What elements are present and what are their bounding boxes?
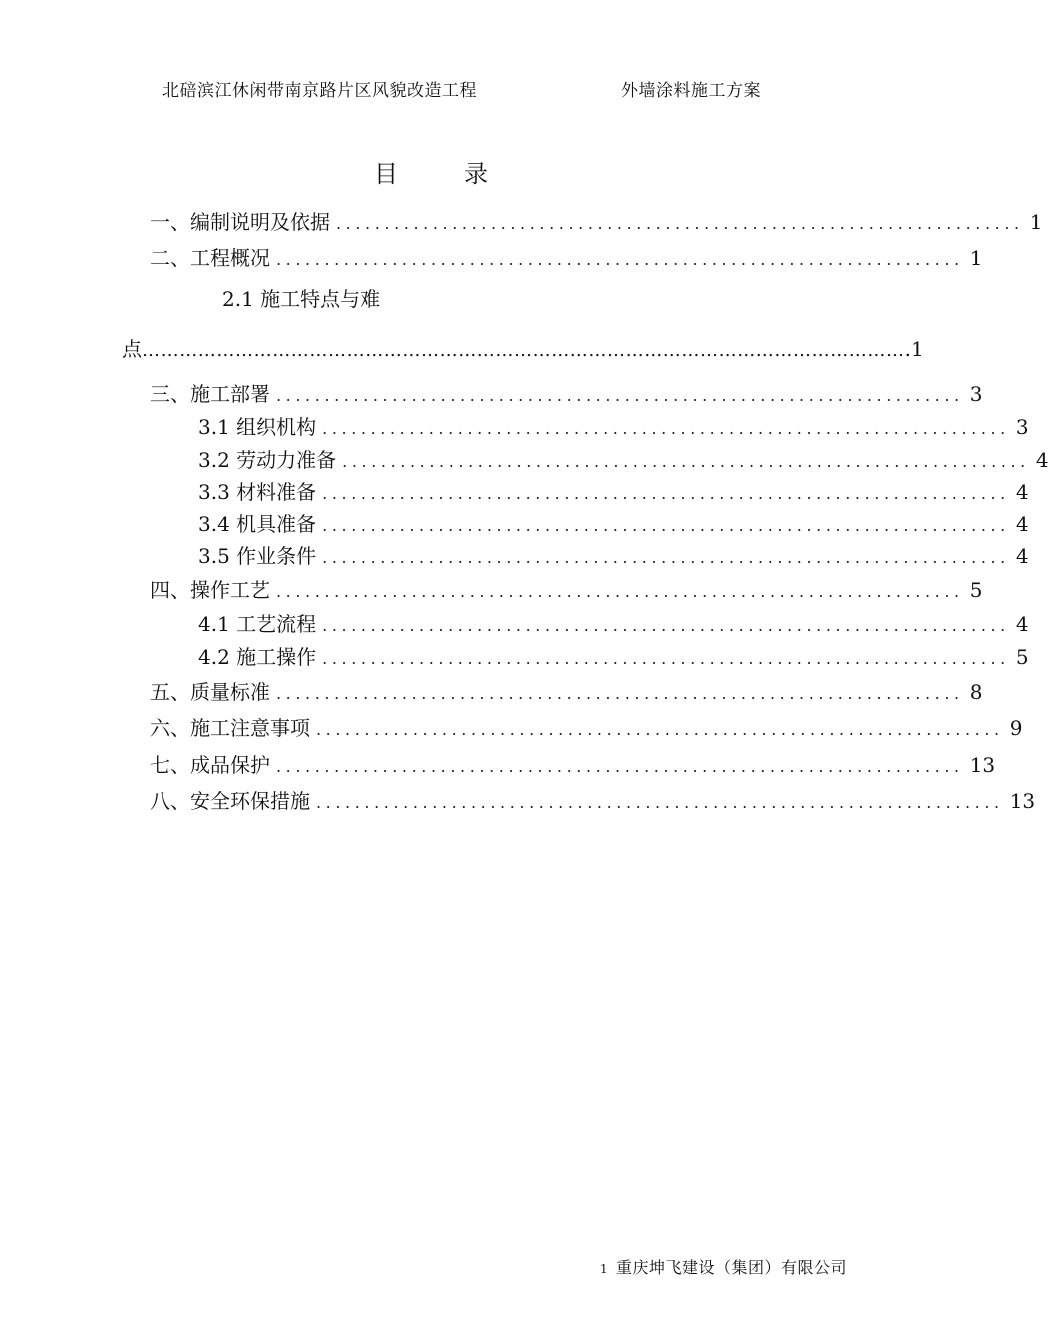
toc-entry-page: 13 bbox=[969, 753, 996, 777]
toc-entry-page: 9 bbox=[1009, 716, 1023, 740]
toc-entry[interactable] bbox=[150, 712, 1023, 740]
toc-entry-page: 1 bbox=[969, 246, 983, 270]
dot-leader: ....................................................................... bbox=[276, 250, 964, 269]
toc-entry[interactable] bbox=[150, 785, 1036, 813]
toc-entry-label: 四、操作工艺 bbox=[150, 578, 270, 602]
toc-entry-page: 5 bbox=[969, 578, 983, 602]
dot-leader: ....................................................................... bbox=[276, 757, 964, 776]
toc-entry-page: 4 bbox=[1015, 612, 1029, 636]
toc-title: 目 录 bbox=[374, 160, 488, 188]
toc-entry[interactable] bbox=[198, 476, 1029, 504]
toc-entry-page: 4 bbox=[1015, 544, 1029, 568]
toc-entry-label: 4.2 施工操作 bbox=[198, 645, 317, 669]
toc-entry-page: 4 bbox=[1015, 480, 1029, 504]
toc-entry[interactable] bbox=[150, 574, 983, 602]
header-document-title: 外墙涂料施工方案 bbox=[621, 81, 761, 101]
dot-leader: …………………………………………………………………………………………………………… bbox=[142, 340, 905, 361]
toc-entry[interactable] bbox=[198, 641, 1029, 669]
dot-leader: ....................................................................... bbox=[342, 452, 1030, 471]
toc-entry[interactable] bbox=[150, 749, 996, 777]
toc-entry[interactable] bbox=[198, 508, 1029, 536]
dot-leader: ....................................................................... bbox=[322, 516, 1010, 535]
toc-entry-label: 3.3 材料准备 bbox=[198, 480, 317, 504]
dot-leader: ....................................................................... bbox=[322, 616, 1010, 635]
dot-leader: ....................................................................... bbox=[316, 793, 1004, 812]
toc-entry-page: 3 bbox=[969, 382, 983, 406]
toc-entry-label: 3.2 劳动力准备 bbox=[198, 448, 337, 472]
dot-leader: ....................................................................... bbox=[322, 419, 1010, 438]
toc-entry-label: 七、成品保护 bbox=[150, 753, 270, 777]
toc-entry-wrapped-line2[interactable] bbox=[122, 333, 924, 362]
toc-entry[interactable] bbox=[150, 676, 983, 704]
toc-entry-label: 六、施工注意事项 bbox=[150, 716, 310, 740]
dot-leader: ....................................................................... bbox=[276, 582, 964, 601]
toc-entry-page: 4 bbox=[1035, 448, 1049, 472]
toc-entry[interactable] bbox=[150, 378, 983, 406]
dot-leader: ....................................................................... bbox=[336, 214, 1024, 233]
toc-entry-label: 五、质量标准 bbox=[150, 680, 270, 704]
toc-entry-label: 八、安全环保措施 bbox=[150, 789, 310, 813]
toc-entry[interactable] bbox=[198, 411, 1029, 439]
toc-entry-label: 三、施工部署 bbox=[150, 382, 270, 406]
toc-entry-label: 4.1 工艺流程 bbox=[198, 612, 317, 636]
toc-entry[interactable] bbox=[198, 540, 1029, 568]
header-project-title: 北碚滨江休闲带南京路片区风貌改造工程 bbox=[162, 81, 477, 101]
footer-page-number: 1 bbox=[600, 1262, 608, 1276]
toc-entry[interactable] bbox=[150, 242, 983, 270]
footer-company-name: 重庆坤飞建设（集团）有限公司 bbox=[616, 1258, 848, 1277]
toc-entry-label: 二、工程概况 bbox=[150, 246, 270, 270]
dot-leader: ....................................................................... bbox=[322, 484, 1010, 503]
toc-entry-label: 一、编制说明及依据 bbox=[150, 210, 330, 234]
toc-entry-page: 3 bbox=[1015, 415, 1029, 439]
toc-entry-label: 3.1 组织机构 bbox=[198, 415, 317, 439]
toc-entry-page: 8 bbox=[969, 680, 983, 704]
dot-leader: ....................................................................... bbox=[322, 649, 1010, 668]
toc-entry-label: 3.5 作业条件 bbox=[198, 544, 317, 568]
toc-entry-page: 4 bbox=[1015, 512, 1029, 536]
toc-entry-page: 5 bbox=[1015, 645, 1029, 669]
dot-leader: ....................................................................... bbox=[276, 684, 964, 703]
toc-entry[interactable] bbox=[150, 206, 1043, 234]
toc-entry-page: .1 bbox=[904, 337, 924, 361]
dot-leader: ....................................................................... bbox=[322, 548, 1010, 567]
dot-leader: ....................................................................... bbox=[316, 720, 1004, 739]
toc-entry-wrapped-line1[interactable]: 2.1 施工特点与难 bbox=[222, 287, 381, 311]
toc-entry-label: 3.4 机具准备 bbox=[198, 512, 317, 536]
toc-entry-label: 点 bbox=[122, 337, 142, 361]
dot-leader: ....................................................................... bbox=[276, 386, 964, 405]
toc-entry-page: 13 bbox=[1009, 789, 1036, 813]
toc-entry-page: 1 bbox=[1029, 210, 1043, 234]
toc-entry[interactable] bbox=[198, 608, 1029, 636]
toc-entry[interactable] bbox=[198, 444, 1049, 472]
